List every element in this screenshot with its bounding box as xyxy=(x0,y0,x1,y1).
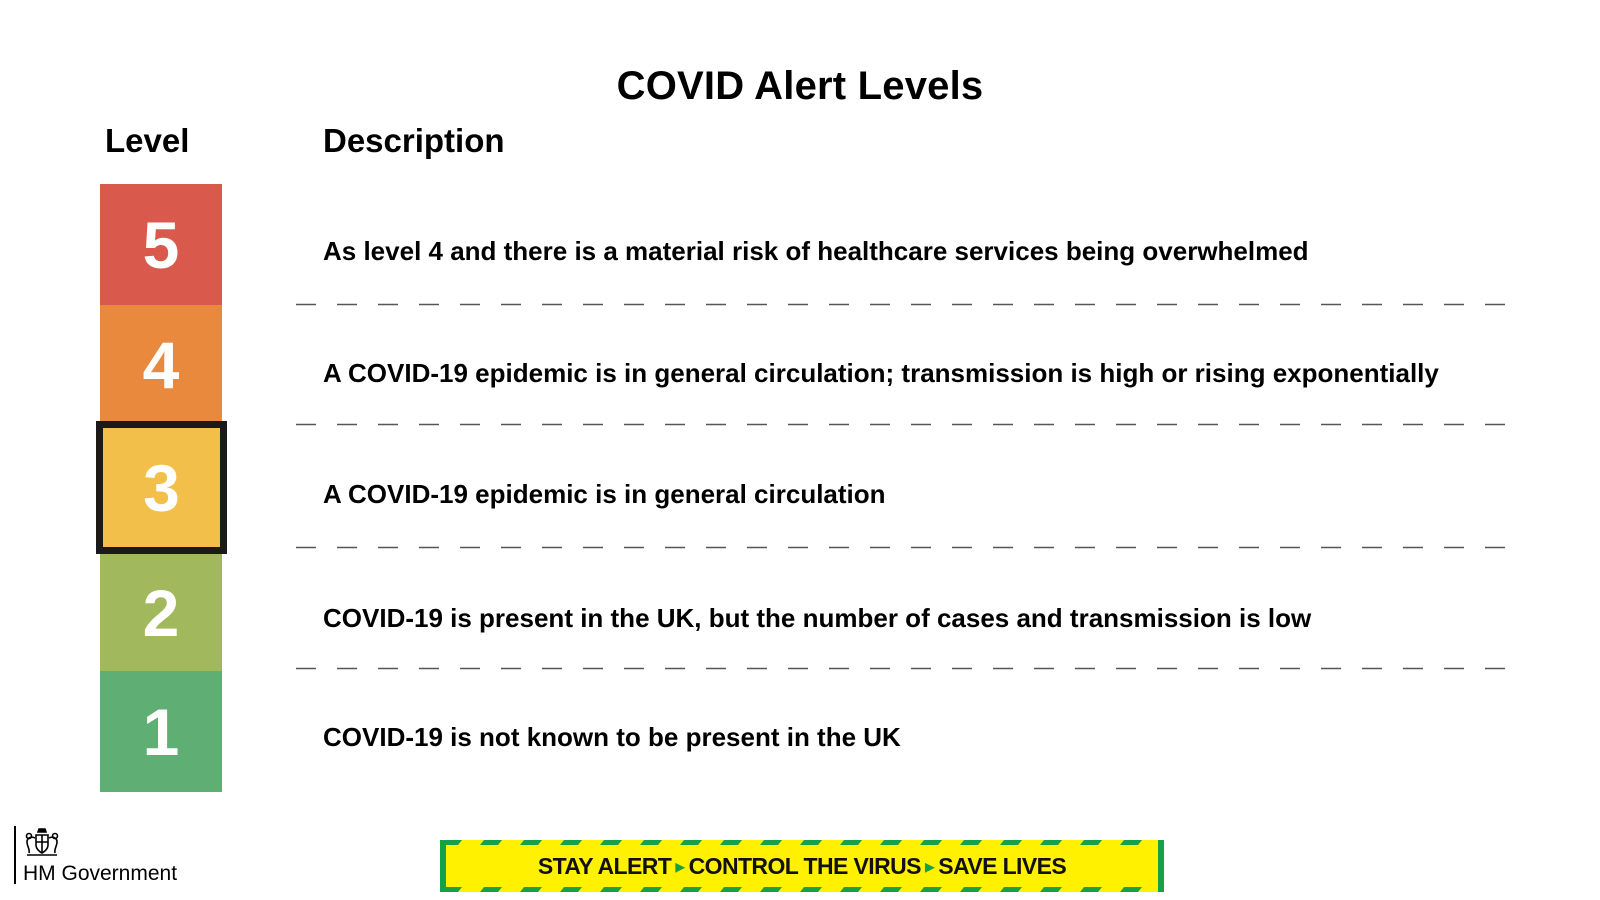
level-1-box xyxy=(100,671,222,792)
chevron-right-icon: ▸ xyxy=(924,855,935,878)
level-5-description: As level 4 and there is a material risk of healthcare services being overwhelmed xyxy=(323,236,1309,266)
banner-slogan xyxy=(440,840,1164,892)
level-3-description: A COVID-19 epidemic is in general circulation xyxy=(323,479,886,509)
banner-text-save-lives: SAVE LIVES xyxy=(938,852,1067,879)
level-3-box-current xyxy=(96,421,227,554)
hm-government-logo xyxy=(14,826,214,886)
royal-coat-of-arms-icon xyxy=(22,826,62,858)
level-number: 4 xyxy=(142,328,180,402)
level-2-description: COVID-19 is present in the UK, but the number of cases and transmission is low xyxy=(323,603,1312,633)
level-4-box xyxy=(100,305,222,425)
logo-rule xyxy=(14,826,16,884)
banner-text-stay-alert: STAY ALERT xyxy=(537,852,672,879)
level-1-description: COVID-19 is not known to be present in the UK xyxy=(323,722,901,752)
level-2-box xyxy=(100,554,222,671)
government-name: HM Government xyxy=(23,862,178,885)
level-5-box xyxy=(100,184,222,305)
banner-text-control-the-virus: CONTROL THE VIRUS xyxy=(688,852,921,879)
column-header-description: Description xyxy=(323,122,505,159)
level-number: 2 xyxy=(142,575,180,650)
stay-alert-banner xyxy=(440,840,1164,892)
level-number: 3 xyxy=(143,450,180,525)
column-header-level: Level xyxy=(105,122,190,159)
level-4-description: A COVID-19 epidemic is in general circulation; transmission is high or rising exponentially xyxy=(323,358,1439,388)
level-number: 1 xyxy=(142,694,180,769)
page-title: COVID Alert Levels xyxy=(616,64,984,108)
chevron-right-icon: ▸ xyxy=(675,855,685,878)
level-number: 5 xyxy=(142,207,180,282)
